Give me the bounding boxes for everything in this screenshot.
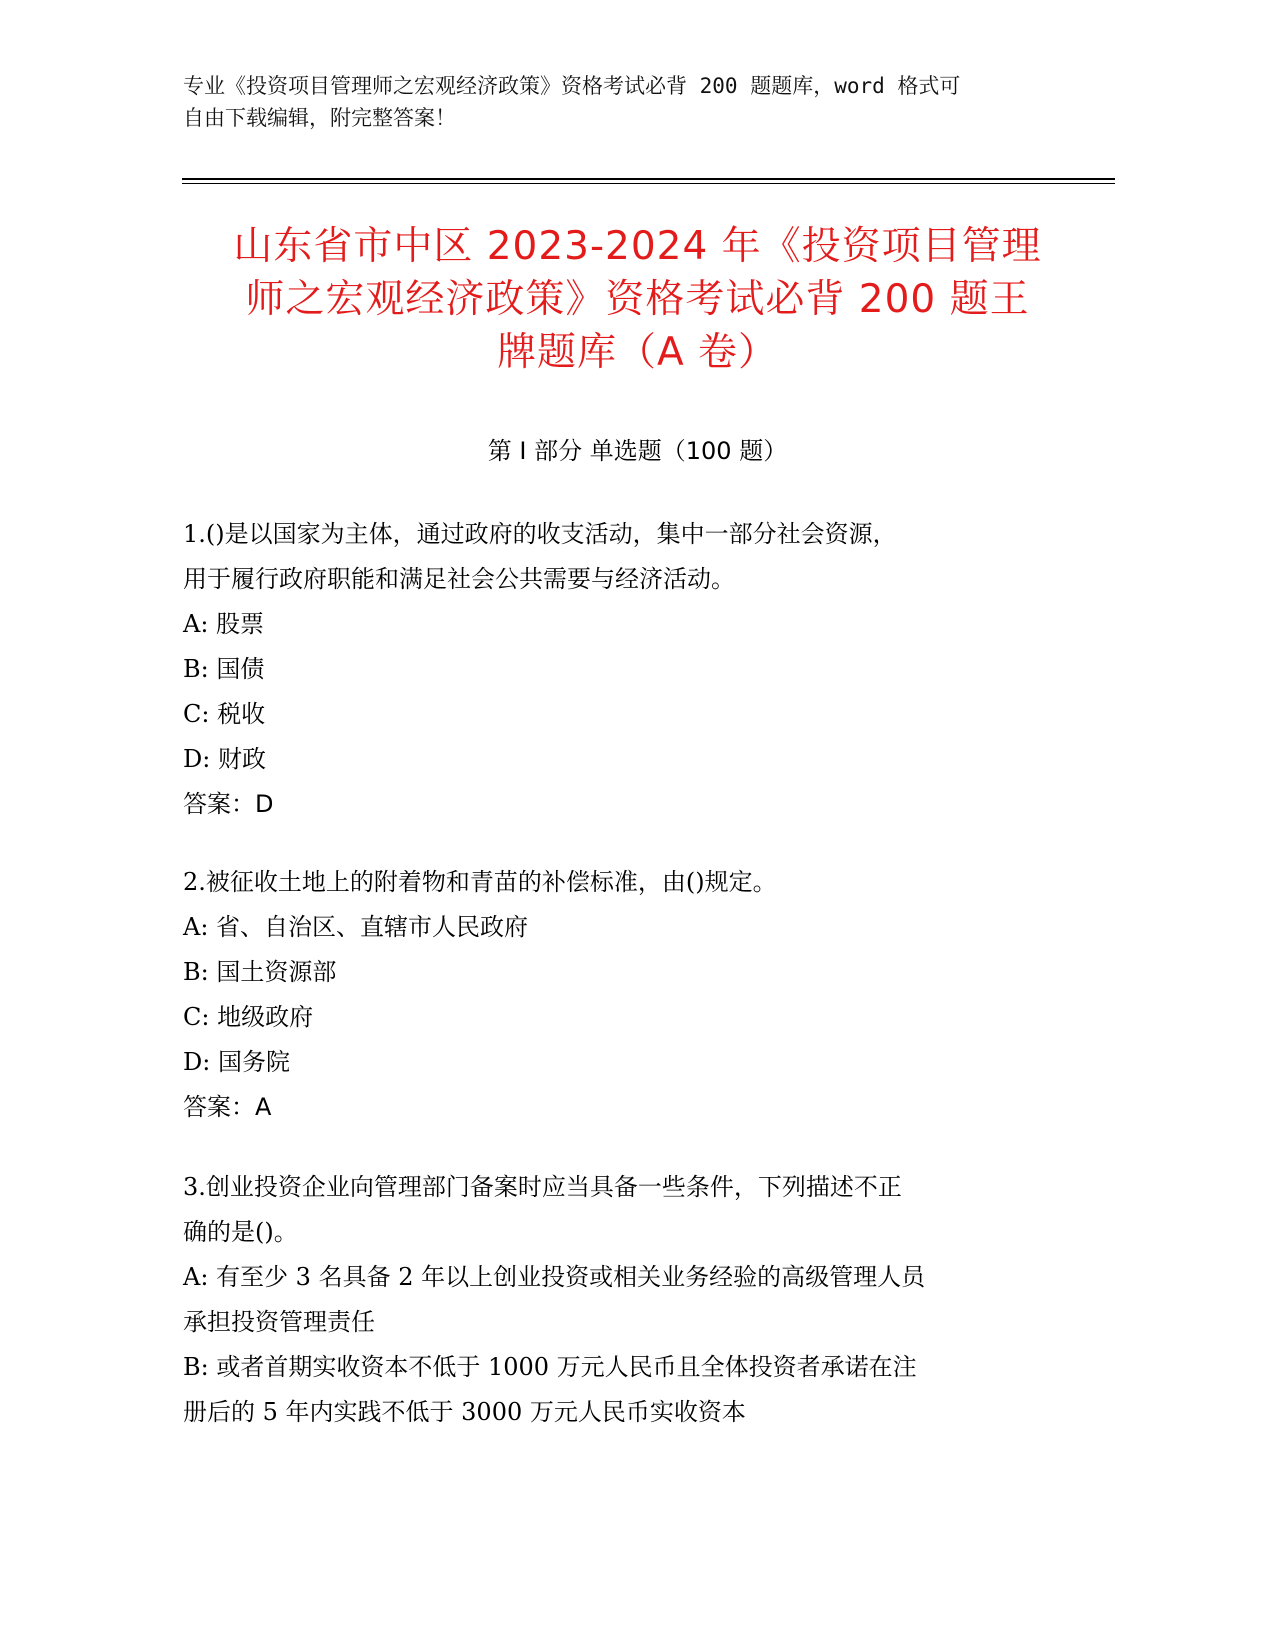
answer-label: 答案：A [183,1093,272,1121]
intro-line: 自由下载编辑，附完整答案！ [183,106,456,130]
option-b: B: 或者首期实收资本不低于 1000 万元人民币且全体投资者承诺在注 [183,1353,917,1381]
option-d: D: 国务院 [183,1048,290,1076]
option-c: C: 地级政府 [183,1003,314,1031]
option-a: A: 省、自治区、直辖市人民政府 [183,913,529,941]
section-heading: 第 I 部分 单选题（100 题） [487,437,788,465]
title-line: 山东省市中区 2023-2024 年《投资项目管理 [233,224,1042,269]
document-title [190,220,1085,379]
option-b: B: 国土资源部 [183,958,337,986]
question-block [183,1165,1063,1435]
option-d: D: 财政 [183,745,266,773]
question-stem: 2.被征收土地上的附着物和青苗的补偿标准，由()规定。 [183,868,777,896]
option-a: A: 有至少 3 名具备 2 年以上创业投资或相关业务经验的高级管理人员 [183,1263,926,1291]
intro-line: 专业《投资项目管理师之宏观经济政策》资格考试必背 200 题题库，word 格式可 [183,74,961,98]
question-stem: 1.()是以国家为主体，通过政府的收支活动，集中一部分社会资源， [183,520,897,548]
option-a: A: 股票 [183,610,265,638]
question-block [183,512,1063,827]
header-divider-thick [182,178,1115,180]
question-stem: 用于履行政府职能和满足社会公共需要与经济活动。 [183,565,735,593]
intro-text [183,70,1063,134]
question-block [183,860,1063,1130]
option-a: 承担投资管理责任 [183,1308,375,1336]
title-line: 师之宏观经济政策》资格考试必背 200 题王 [245,277,1030,322]
option-b: 册后的 5 年内实践不低于 3000 万元人民币实收资本 [183,1398,746,1426]
question-stem: 确的是()。 [183,1218,298,1246]
answer-label: 答案：D [183,790,274,818]
title-line: 牌题库（A 卷） [496,330,779,375]
question-stem: 3.创业投资企业向管理部门备案时应当具备一些条件，下列描述不正 [183,1173,902,1201]
option-c: C: 税收 [183,700,266,728]
header-divider-thin [182,183,1115,184]
option-b: B: 国债 [183,655,265,683]
